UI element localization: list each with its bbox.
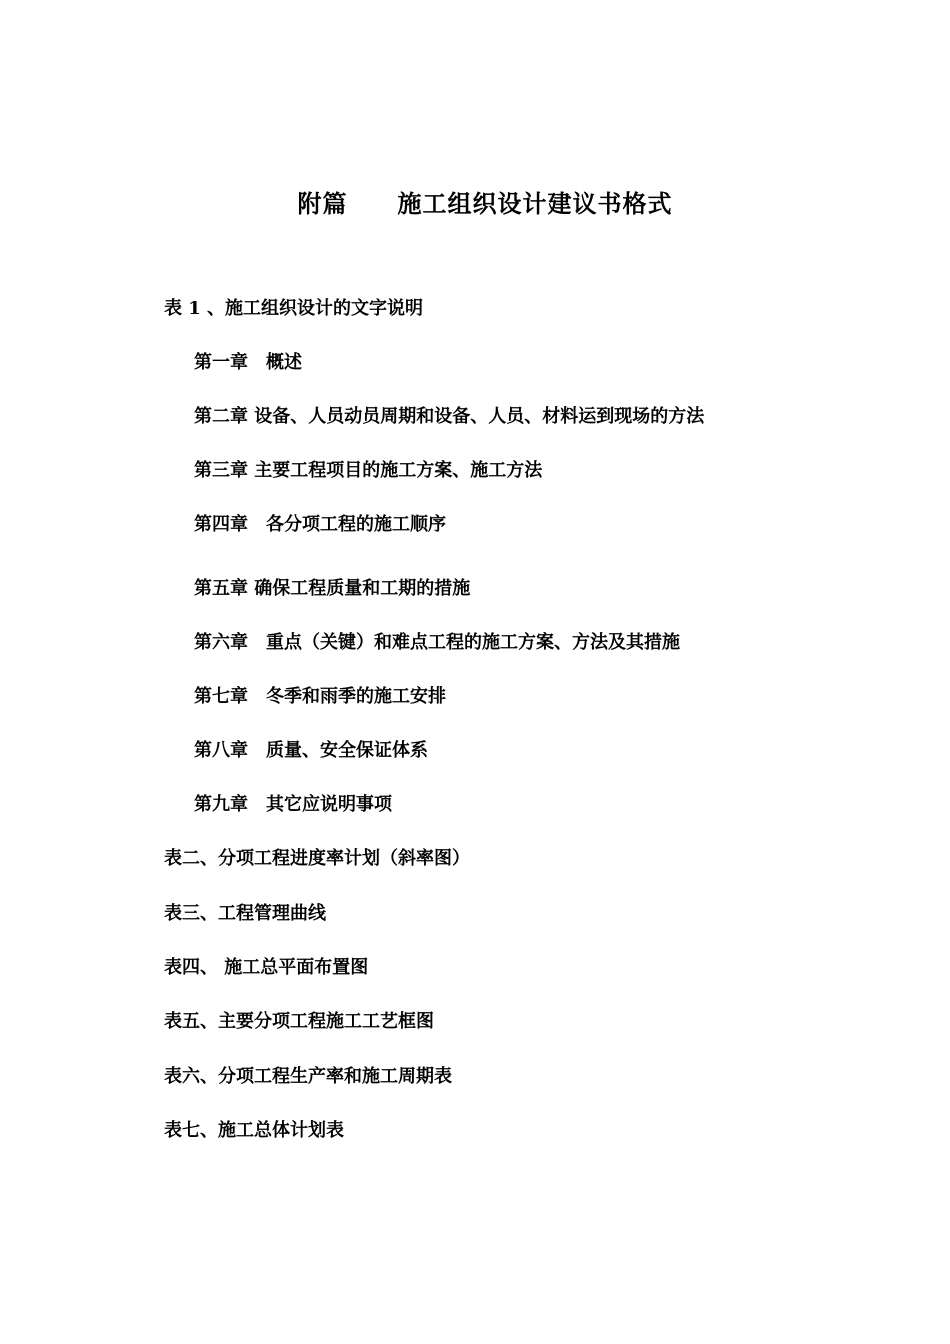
toc-item-table3: 表三、工程管理曲线 [164,903,326,924]
toc-chapter-9: 第九章 其它应说明事项 [194,794,392,815]
toc-item-table7: 表七、施工总体计划表 [164,1120,344,1141]
toc-chapter-8: 第八章 质量、安全保证体系 [194,740,428,761]
page-title: 附篇 施工组织设计建议书格式 [297,189,673,218]
toc-item-table4: 表四、 施工总平面布置图 [164,957,369,978]
toc-chapter-1: 第一章 概述 [194,352,302,373]
toc-chapter-5: 第五章 确保工程质量和工期的措施 [194,578,471,599]
toc-chapter-6: 第六章 重点（关键）和难点工程的施工方案、方法及其措施 [194,632,680,653]
toc-item-table2: 表二、分项工程进度率计划（斜率图） [164,848,470,869]
toc-item-table1: 表 1 、施工组织设计的文字说明 [164,298,424,319]
toc-chapter-2: 第二章 设备、人员动员周期和设备、人员、材料运到现场的方法 [194,406,705,427]
toc-chapter-7: 第七章 冬季和雨季的施工安排 [194,686,446,707]
toc-chapter-3: 第三章 主要工程项目的施工方案、施工方法 [194,460,543,481]
toc-item-table5: 表五、主要分项工程施工工艺框图 [164,1011,434,1032]
toc-item-table6: 表六、分项工程生产率和施工周期表 [164,1066,452,1087]
toc-chapter-4: 第四章 各分项工程的施工顺序 [194,514,446,535]
